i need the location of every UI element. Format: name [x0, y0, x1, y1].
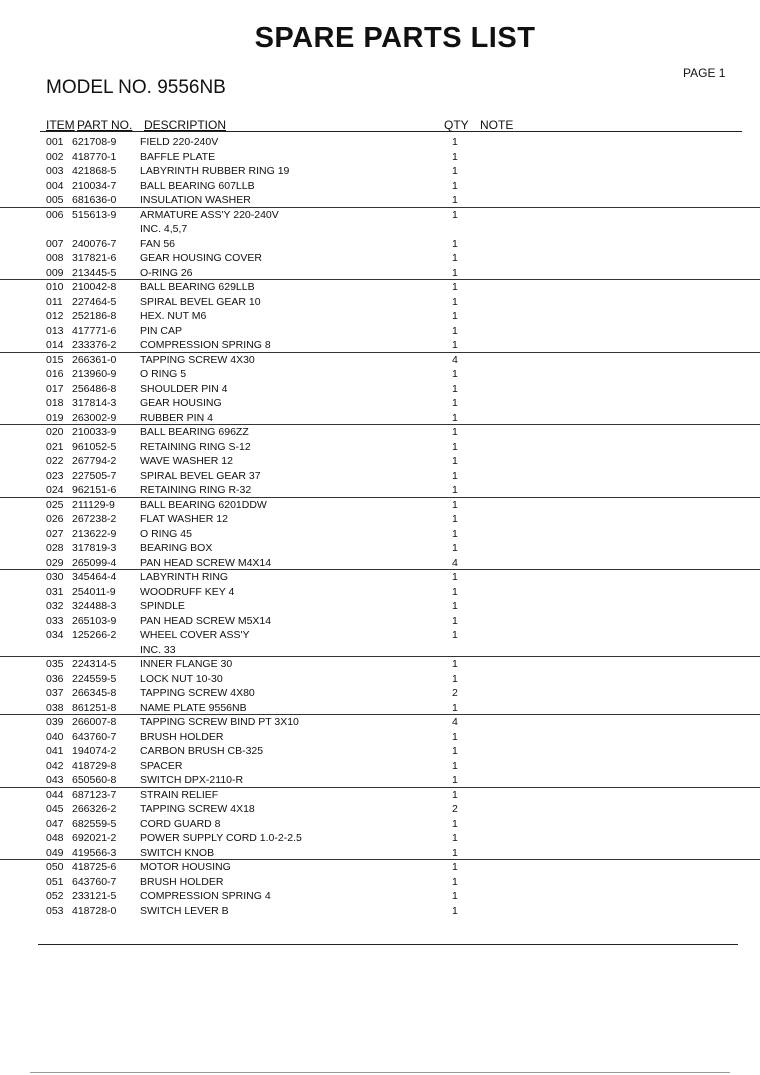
table-row: [0, 324, 760, 339]
table-row: [0, 541, 760, 556]
quantity: 1: [452, 440, 458, 453]
part-description: STRAIN RELIEF: [140, 788, 219, 801]
part-number: 418728-0: [72, 904, 117, 917]
item-number: 053: [46, 904, 64, 917]
quantity: 4: [452, 716, 458, 728]
part-number: 266007-8: [72, 716, 117, 728]
quantity: 1: [452, 252, 458, 264]
quantity: 4: [452, 353, 458, 366]
column-header-note: NOTE: [480, 118, 514, 132]
table-row: [0, 469, 760, 484]
item-number: 020: [46, 426, 64, 438]
quantity: 1: [452, 600, 458, 612]
quantity: 1: [452, 382, 458, 395]
table-row: [0, 208, 760, 223]
part-description: BAFFLE PLATE: [140, 150, 216, 163]
item-number: 017: [46, 382, 64, 395]
table-row: [0, 846, 760, 861]
table-row: [0, 686, 760, 701]
part-description: BALL BEARING 6201DDW: [140, 498, 267, 511]
table-row: [0, 193, 760, 208]
quantity: 1: [452, 614, 458, 627]
part-number: 266345-8: [72, 687, 117, 699]
quantity: 1: [452, 165, 458, 177]
part-description: TAPPING SCREW BIND PT 3X10: [140, 716, 299, 728]
table-row: [0, 396, 760, 411]
part-description: O RING 5: [140, 368, 187, 380]
table-row: [0, 614, 760, 629]
part-description: RETAINING RING R-32: [140, 484, 252, 496]
part-description: NAME PLATE 9556NB: [140, 701, 247, 714]
part-number: 419566-3: [72, 846, 117, 859]
part-description: COMPRESSION SPRING 8: [140, 339, 271, 351]
table-row: [0, 585, 760, 600]
part-description: O RING 45: [140, 527, 192, 540]
part-description: SPACER: [140, 759, 183, 772]
part-number: 213445-5: [72, 266, 117, 279]
quantity: 1: [452, 875, 458, 888]
part-description: SPINDLE: [140, 600, 185, 612]
part-description: WAVE WASHER 12: [140, 455, 233, 467]
table-row: [0, 744, 760, 759]
item-number: 019: [46, 411, 64, 424]
part-description: SPIRAL BEVEL GEAR 10: [140, 295, 261, 308]
part-number: 681636-0: [72, 194, 117, 206]
part-description: FAN 56: [140, 237, 176, 250]
part-number: 643760-7: [72, 730, 117, 743]
part-description: PAN HEAD SCREW M5X14: [140, 614, 272, 627]
table-row: [0, 556, 760, 571]
column-header-item: ITEM: [46, 118, 75, 132]
quantity: 1: [452, 455, 458, 467]
column-header-description: DESCRIPTION: [144, 118, 227, 132]
part-description: INNER FLANGE 30: [140, 658, 233, 670]
part-number: 233121-5: [72, 890, 117, 902]
page-edge-line: [30, 1072, 730, 1073]
item-number: 047: [46, 817, 64, 830]
part-number: 227464-5: [72, 295, 117, 308]
quantity: 1: [452, 324, 458, 337]
model-number: MODEL NO. 9556NB: [46, 77, 226, 98]
part-description: BALL BEARING 696ZZ: [140, 426, 249, 438]
part-description: BALL BEARING 607LLB: [140, 179, 255, 192]
item-number: 011: [46, 295, 63, 308]
item-number: 042: [46, 759, 64, 772]
part-description: PAN HEAD SCREW M4X14: [140, 556, 272, 569]
part-description: CARBON BRUSH CB-325: [140, 745, 264, 757]
quantity: 1: [452, 672, 458, 685]
parts-table: [0, 135, 760, 918]
quantity: 1: [452, 469, 458, 482]
part-number: 227505-7: [72, 469, 117, 482]
part-number: 267238-2: [72, 513, 117, 525]
item-number: 048: [46, 832, 64, 844]
part-number: 643760-7: [72, 875, 117, 888]
item-number: 016: [46, 368, 64, 380]
table-row: [0, 367, 760, 382]
item-number: 044: [46, 788, 64, 801]
quantity: 1: [452, 339, 458, 351]
quantity: 1: [452, 817, 458, 830]
table-row: [0, 179, 760, 194]
table-row: [0, 527, 760, 542]
part-number: 213622-9: [72, 527, 117, 540]
quantity: 1: [452, 484, 458, 496]
part-number: 692021-2: [72, 832, 117, 844]
part-number: 254011-9: [72, 585, 116, 598]
quantity: 1: [452, 774, 458, 786]
quantity: 1: [452, 426, 458, 438]
table-row: [0, 889, 760, 904]
item-number: 033: [46, 614, 64, 627]
part-description: SPIRAL BEVEL GEAR 37: [140, 469, 261, 482]
part-description: BEARING BOX: [140, 542, 213, 554]
item-number: 031: [46, 585, 64, 598]
part-number: 266326-2: [72, 803, 117, 815]
item-number: 001: [46, 136, 64, 148]
part-number: 421868-5: [72, 165, 117, 177]
header-divider: [40, 131, 742, 132]
table-row: [0, 599, 760, 614]
part-description: INC. 4,5,7: [140, 223, 188, 235]
part-number: 213960-9: [72, 368, 117, 380]
table-row: [0, 150, 760, 165]
part-description: LABYRINTH RING: [140, 571, 229, 583]
table-row: [0, 788, 760, 803]
item-number: 025: [46, 498, 64, 511]
part-description: GEAR HOUSING COVER: [140, 252, 262, 264]
table-row: [0, 454, 760, 469]
quantity: 1: [452, 237, 458, 250]
part-description: GEAR HOUSING: [140, 397, 222, 409]
quantity: 1: [452, 266, 458, 279]
part-number: 240076-7: [72, 237, 117, 250]
table-row: [0, 280, 760, 295]
quantity: 1: [452, 208, 458, 221]
item-number: 040: [46, 730, 64, 743]
item-number: 013: [46, 324, 64, 337]
part-description: SWITCH DPX-2110-R: [140, 774, 244, 786]
item-number: 015: [46, 353, 64, 366]
part-description: SHOULDER PIN 4: [140, 382, 228, 395]
item-number: 026: [46, 513, 64, 525]
part-description: FIELD 220-240V: [140, 136, 219, 148]
quantity: 1: [452, 658, 458, 670]
part-number: 265099-4: [72, 556, 117, 569]
quantity: 1: [452, 542, 458, 554]
table-row: [0, 817, 760, 832]
table-row: [0, 875, 760, 890]
table-row: [0, 382, 760, 397]
table-row: [0, 135, 760, 150]
part-description: TAPPING SCREW 4X18: [140, 803, 255, 815]
part-number: 211129-9: [72, 498, 115, 511]
part-number: 265103-9: [72, 614, 117, 627]
part-number: 418770-1: [72, 150, 117, 163]
part-description: LOCK NUT 10-30: [140, 672, 223, 685]
part-description: MOTOR HOUSING: [140, 861, 231, 873]
table-row: [0, 411, 760, 426]
item-number: 005: [46, 194, 64, 206]
item-number: 028: [46, 542, 64, 554]
part-description: TAPPING SCREW 4X80: [140, 687, 255, 699]
item-number: 007: [46, 237, 64, 250]
item-number: 034: [46, 629, 64, 641]
quantity: 1: [452, 571, 458, 583]
item-number: 008: [46, 252, 64, 264]
item-number: 002: [46, 150, 64, 163]
item-number: 051: [46, 875, 64, 888]
table-row: [0, 338, 760, 353]
part-description: POWER SUPPLY CORD 1.0-2-2.5: [140, 832, 302, 844]
part-number: 317814-3: [72, 397, 117, 409]
quantity: 1: [452, 281, 458, 293]
quantity: 1: [452, 295, 458, 308]
table-row: [0, 730, 760, 745]
item-number: 010: [46, 281, 64, 293]
item-number: 052: [46, 890, 64, 902]
table-row: [0, 164, 760, 179]
part-number: 210042-8: [72, 281, 117, 293]
part-number: 317821-6: [72, 252, 117, 264]
quantity: 2: [452, 687, 458, 699]
document-title: SPARE PARTS LIST: [254, 22, 536, 54]
part-number: 266361-0: [72, 353, 117, 366]
table-bottom-divider: [38, 944, 738, 945]
table-row: [0, 759, 760, 774]
quantity: 1: [452, 397, 458, 409]
quantity: 1: [452, 310, 458, 322]
part-description: COMPRESSION SPRING 4: [140, 890, 271, 902]
quantity: 1: [452, 194, 458, 206]
part-number: 650560-8: [72, 774, 117, 786]
part-description: FLAT WASHER 12: [140, 513, 228, 525]
item-number: 030: [46, 571, 64, 583]
part-number: 194074-2: [72, 745, 117, 757]
table-row: [0, 802, 760, 817]
table-row: [0, 904, 760, 919]
part-number: 682559-5: [72, 817, 117, 830]
quantity: 1: [452, 890, 458, 902]
item-number: 041: [46, 745, 64, 757]
part-number: 324488-3: [72, 600, 117, 612]
quantity: 4: [452, 556, 458, 569]
table-row: [0, 860, 760, 875]
item-number: 043: [46, 774, 64, 786]
quantity: 1: [452, 788, 458, 801]
item-number: 009: [46, 266, 64, 279]
table-row: [0, 353, 760, 368]
column-header-part-no: PART NO.: [77, 118, 133, 132]
part-number: 125266-2: [72, 629, 117, 641]
part-description: RUBBER PIN 4: [140, 411, 213, 424]
item-number: 045: [46, 803, 64, 815]
table-row: [0, 222, 760, 237]
item-number: 023: [46, 469, 64, 482]
quantity: 1: [452, 904, 458, 917]
quantity: 1: [452, 368, 458, 380]
item-number: 014: [46, 339, 64, 351]
table-row: [0, 251, 760, 266]
quantity: 2: [452, 803, 458, 815]
part-number: 252186-8: [72, 310, 117, 322]
table-row: [0, 483, 760, 498]
table-row: [0, 295, 760, 310]
item-number: 049: [46, 846, 64, 859]
part-number: 345464-4: [72, 571, 117, 583]
column-header-qty: QTY: [444, 118, 469, 132]
table-row: [0, 440, 760, 455]
quantity: 1: [452, 585, 458, 598]
part-number: 317819-3: [72, 542, 117, 554]
table-row: [0, 425, 760, 440]
quantity: 1: [452, 498, 458, 511]
item-number: 037: [46, 687, 64, 699]
part-number: 267794-2: [72, 455, 117, 467]
part-number: 210033-9: [72, 426, 117, 438]
quantity: 1: [452, 150, 458, 163]
item-number: 038: [46, 701, 64, 714]
quantity: 1: [452, 411, 458, 424]
quantity: 1: [452, 527, 458, 540]
item-number: 004: [46, 179, 64, 192]
quantity: 1: [452, 759, 458, 772]
part-description: HEX. NUT M6: [140, 310, 207, 322]
part-number: 687123-7: [72, 788, 117, 801]
part-description: BALL BEARING 629LLB: [140, 281, 255, 293]
part-number: 861251-8: [72, 701, 117, 714]
quantity: 1: [452, 136, 458, 148]
quantity: 1: [452, 745, 458, 757]
part-number: 515613-9: [72, 208, 117, 221]
table-row: [0, 715, 760, 730]
table-row: [0, 643, 760, 658]
part-number: 263002-9: [72, 411, 117, 424]
table-row: [0, 266, 760, 281]
item-number: 022: [46, 455, 64, 467]
part-description: INSULATION WASHER: [140, 194, 251, 206]
part-number: 418725-6: [72, 861, 117, 873]
item-number: 036: [46, 672, 64, 685]
quantity: 1: [452, 701, 458, 714]
part-number: 962151-6: [72, 484, 117, 496]
quantity: 1: [452, 629, 458, 641]
part-description: PIN CAP: [140, 324, 183, 337]
part-description: O-RING 26: [140, 266, 193, 279]
part-description: INC. 33: [140, 643, 176, 656]
item-number: 039: [46, 716, 64, 728]
table-row: [0, 498, 760, 513]
part-description: WOODRUFF KEY 4: [140, 585, 235, 598]
table-row: [0, 831, 760, 846]
item-number: 018: [46, 397, 64, 409]
table-row: [0, 628, 760, 643]
part-description: ARMATURE ASS'Y 220-240V: [140, 208, 279, 221]
table-row: [0, 570, 760, 585]
table-row: [0, 701, 760, 716]
item-number: 050: [46, 861, 64, 873]
quantity: 1: [452, 730, 458, 743]
item-number: 029: [46, 556, 64, 569]
part-number: 961052-5: [72, 440, 117, 453]
quantity: 1: [452, 861, 458, 873]
part-number: 224559-5: [72, 672, 117, 685]
quantity: 1: [452, 179, 458, 192]
item-number: 012: [46, 310, 64, 322]
part-description: BRUSH HOLDER: [140, 875, 224, 888]
part-number: 621708-9: [72, 136, 117, 148]
item-number: 021: [46, 440, 64, 453]
part-number: 210034-7: [72, 179, 117, 192]
item-number: 032: [46, 600, 64, 612]
item-number: 006: [46, 208, 64, 221]
table-row: [0, 657, 760, 672]
item-number: 003: [46, 165, 64, 177]
part-number: 233376-2: [72, 339, 117, 351]
quantity: 1: [452, 846, 458, 859]
part-number: 256486-8: [72, 382, 117, 395]
part-description: RETAINING RING S-12: [140, 440, 251, 453]
part-number: 418729-8: [72, 759, 117, 772]
part-description: TAPPING SCREW 4X30: [140, 353, 255, 366]
quantity: 1: [452, 832, 458, 844]
table-row: [0, 672, 760, 687]
part-description: SWITCH LEVER B: [140, 904, 229, 917]
item-number: 035: [46, 658, 64, 670]
table-row: [0, 512, 760, 527]
part-number: 224314-5: [72, 658, 117, 670]
item-number: 027: [46, 527, 64, 540]
table-row: [0, 237, 760, 252]
table-row: [0, 773, 760, 788]
quantity: 1: [452, 513, 458, 525]
page-number: PAGE 1: [683, 66, 726, 80]
item-number: 024: [46, 484, 64, 496]
part-description: CORD GUARD 8: [140, 817, 221, 830]
part-description: LABYRINTH RUBBER RING 19: [140, 165, 290, 177]
table-row: [0, 309, 760, 324]
part-number: 417771-6: [72, 324, 117, 337]
part-description: BRUSH HOLDER: [140, 730, 224, 743]
part-description: WHEEL COVER ASS'Y: [140, 629, 250, 641]
part-description: SWITCH KNOB: [140, 846, 215, 859]
